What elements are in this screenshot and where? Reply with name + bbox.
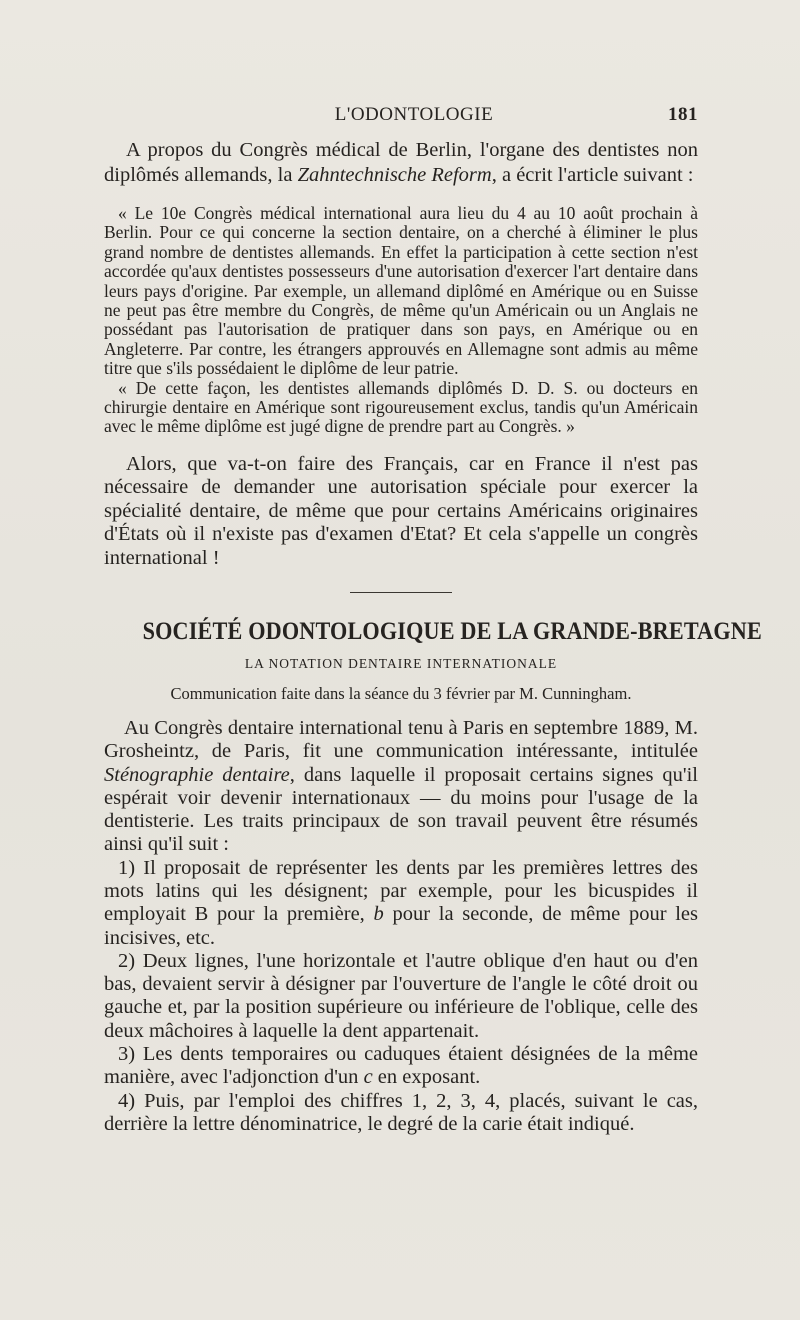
list-item-1: [104, 857, 698, 950]
item-1-text-start: 1) Il proposait de représenter les dents par les premières lettres des mots latins qui les désignent; par exemple, pour les bicuspides il employait B pour la première,: [104, 856, 698, 926]
page-number: 181: [668, 104, 698, 125]
item-3-text-start: 3) Les dents temporaires ou caduques étaient désignées de la même manière, avec l'adjonction d'un: [104, 1043, 698, 1089]
item-1-text-end: pour la seconde, de même pour les incisives, etc.: [104, 903, 698, 949]
communication-title: Sténographie dentaire: [104, 763, 290, 786]
journal-title: Zahntechnische Reform: [297, 164, 492, 186]
intro-paragraph: [104, 138, 698, 188]
quote-paragraph-1: « Le 10e Congrès médical international aura lieu du 4 au 10 août prochain à Berlin. Pour ce qui concerne la section dentaire, on a cherché à éliminer le plus grand nombre de dentistes allemands. En effet la participation à cette section n'est accordée qu'aux dentistes possesseurs d'une autorisation d'exercer l'art dentaire dans leurs pays d'origine. Par exemple, un allemand diplômé en Amérique ou en Suisse ne peut pas être membre du Congrès, de même qu'un Américain ou un Anglais ne possédant pas l'autorisation de pratiquer dans son pays, en Amérique ou en Angleterre. Par contre, les étrangers approuvés en Allemagne sont admis au même titre que s'ils possédaient le diplôme de leur patrie.: [104, 203, 698, 379]
quoted-article: [104, 204, 698, 437]
communication-line: Communication faite dans la séance du 3 février par M. Cunningham.: [170, 683, 632, 703]
list-item-3: [104, 1043, 698, 1090]
article-body: [104, 717, 698, 1136]
section-title: SOCIÉTÉ ODONTOLOGIQUE DE LA GRANDE-BRETAGNE: [142, 615, 762, 645]
list-item-2: 2) Deux lignes, l'une horizontale et l'autre oblique d'en haut ou d'en bas, devaient servir à désigner par l'ouverture de l'angle le côté droit ou gauche et, par la position supérieure ou inférieure de l'oblique, celle des deux mâchoires à laquelle la dent appartenait.: [104, 949, 698, 1042]
item-1-letter: b: [373, 903, 384, 926]
intro-text-start: A propos du Congrès médical de Berlin, l'organe des dentistes non diplômés allemands, la: [104, 139, 698, 186]
section-divider: [350, 592, 452, 593]
intro-text-end: , a écrit l'article suivant :: [491, 164, 694, 186]
item-3-letter: c: [363, 1066, 373, 1089]
lead-text-start: Au Congrès dentaire international tenu à Paris en septembre 1889, M. Grosheintz, de Paris, fit une communication intéressante, intitulée: [104, 716, 698, 763]
page-header: [130, 104, 698, 130]
section-subtitle: LA NOTATION DENTAIRE INTERNATIONALE: [244, 655, 558, 671]
item-3-text-end: en exposant.: [372, 1066, 481, 1089]
list-item-4: 4) Puis, par l'emploi des chiffres 1, 2, 3, 4, placés, suivant le cas, derrière la lettre dénominatrice, le degré de la carie était indiqué.: [104, 1089, 698, 1135]
lead-text-end: , dans laquelle il proposait certains signes qu'il espérait voir devenir internationaux — du moins pour l'usage de la dentisterie. Les traits principaux de son travail peuvent être résumés ainsi qu'il suit :: [104, 763, 698, 856]
article-lead-paragraph: [104, 717, 698, 857]
comment-paragraph: Alors, que va-t-on faire des Français, car en France il n'est pas nécessaire de demander une autorisation spéciale pour exercer la spécialité dentaire, de même que pour certains Américains originaires d'États où il n'existe pas d'examen d'Etat? Et cela s'appelle un congrès international !: [104, 452, 698, 569]
running-title: L'ODONTOLOGIE: [334, 104, 494, 125]
page-body: [104, 138, 762, 1136]
quote-paragraph-2: « De cette façon, les dentistes allemands diplômés D. D. S. ou docteurs en chirurgie dentaire en Amérique sont rigoureusement exclus, tandis qu'un Américain avec le même diplôme est jugé digne de prendre part au Congrès. »: [104, 377, 698, 437]
